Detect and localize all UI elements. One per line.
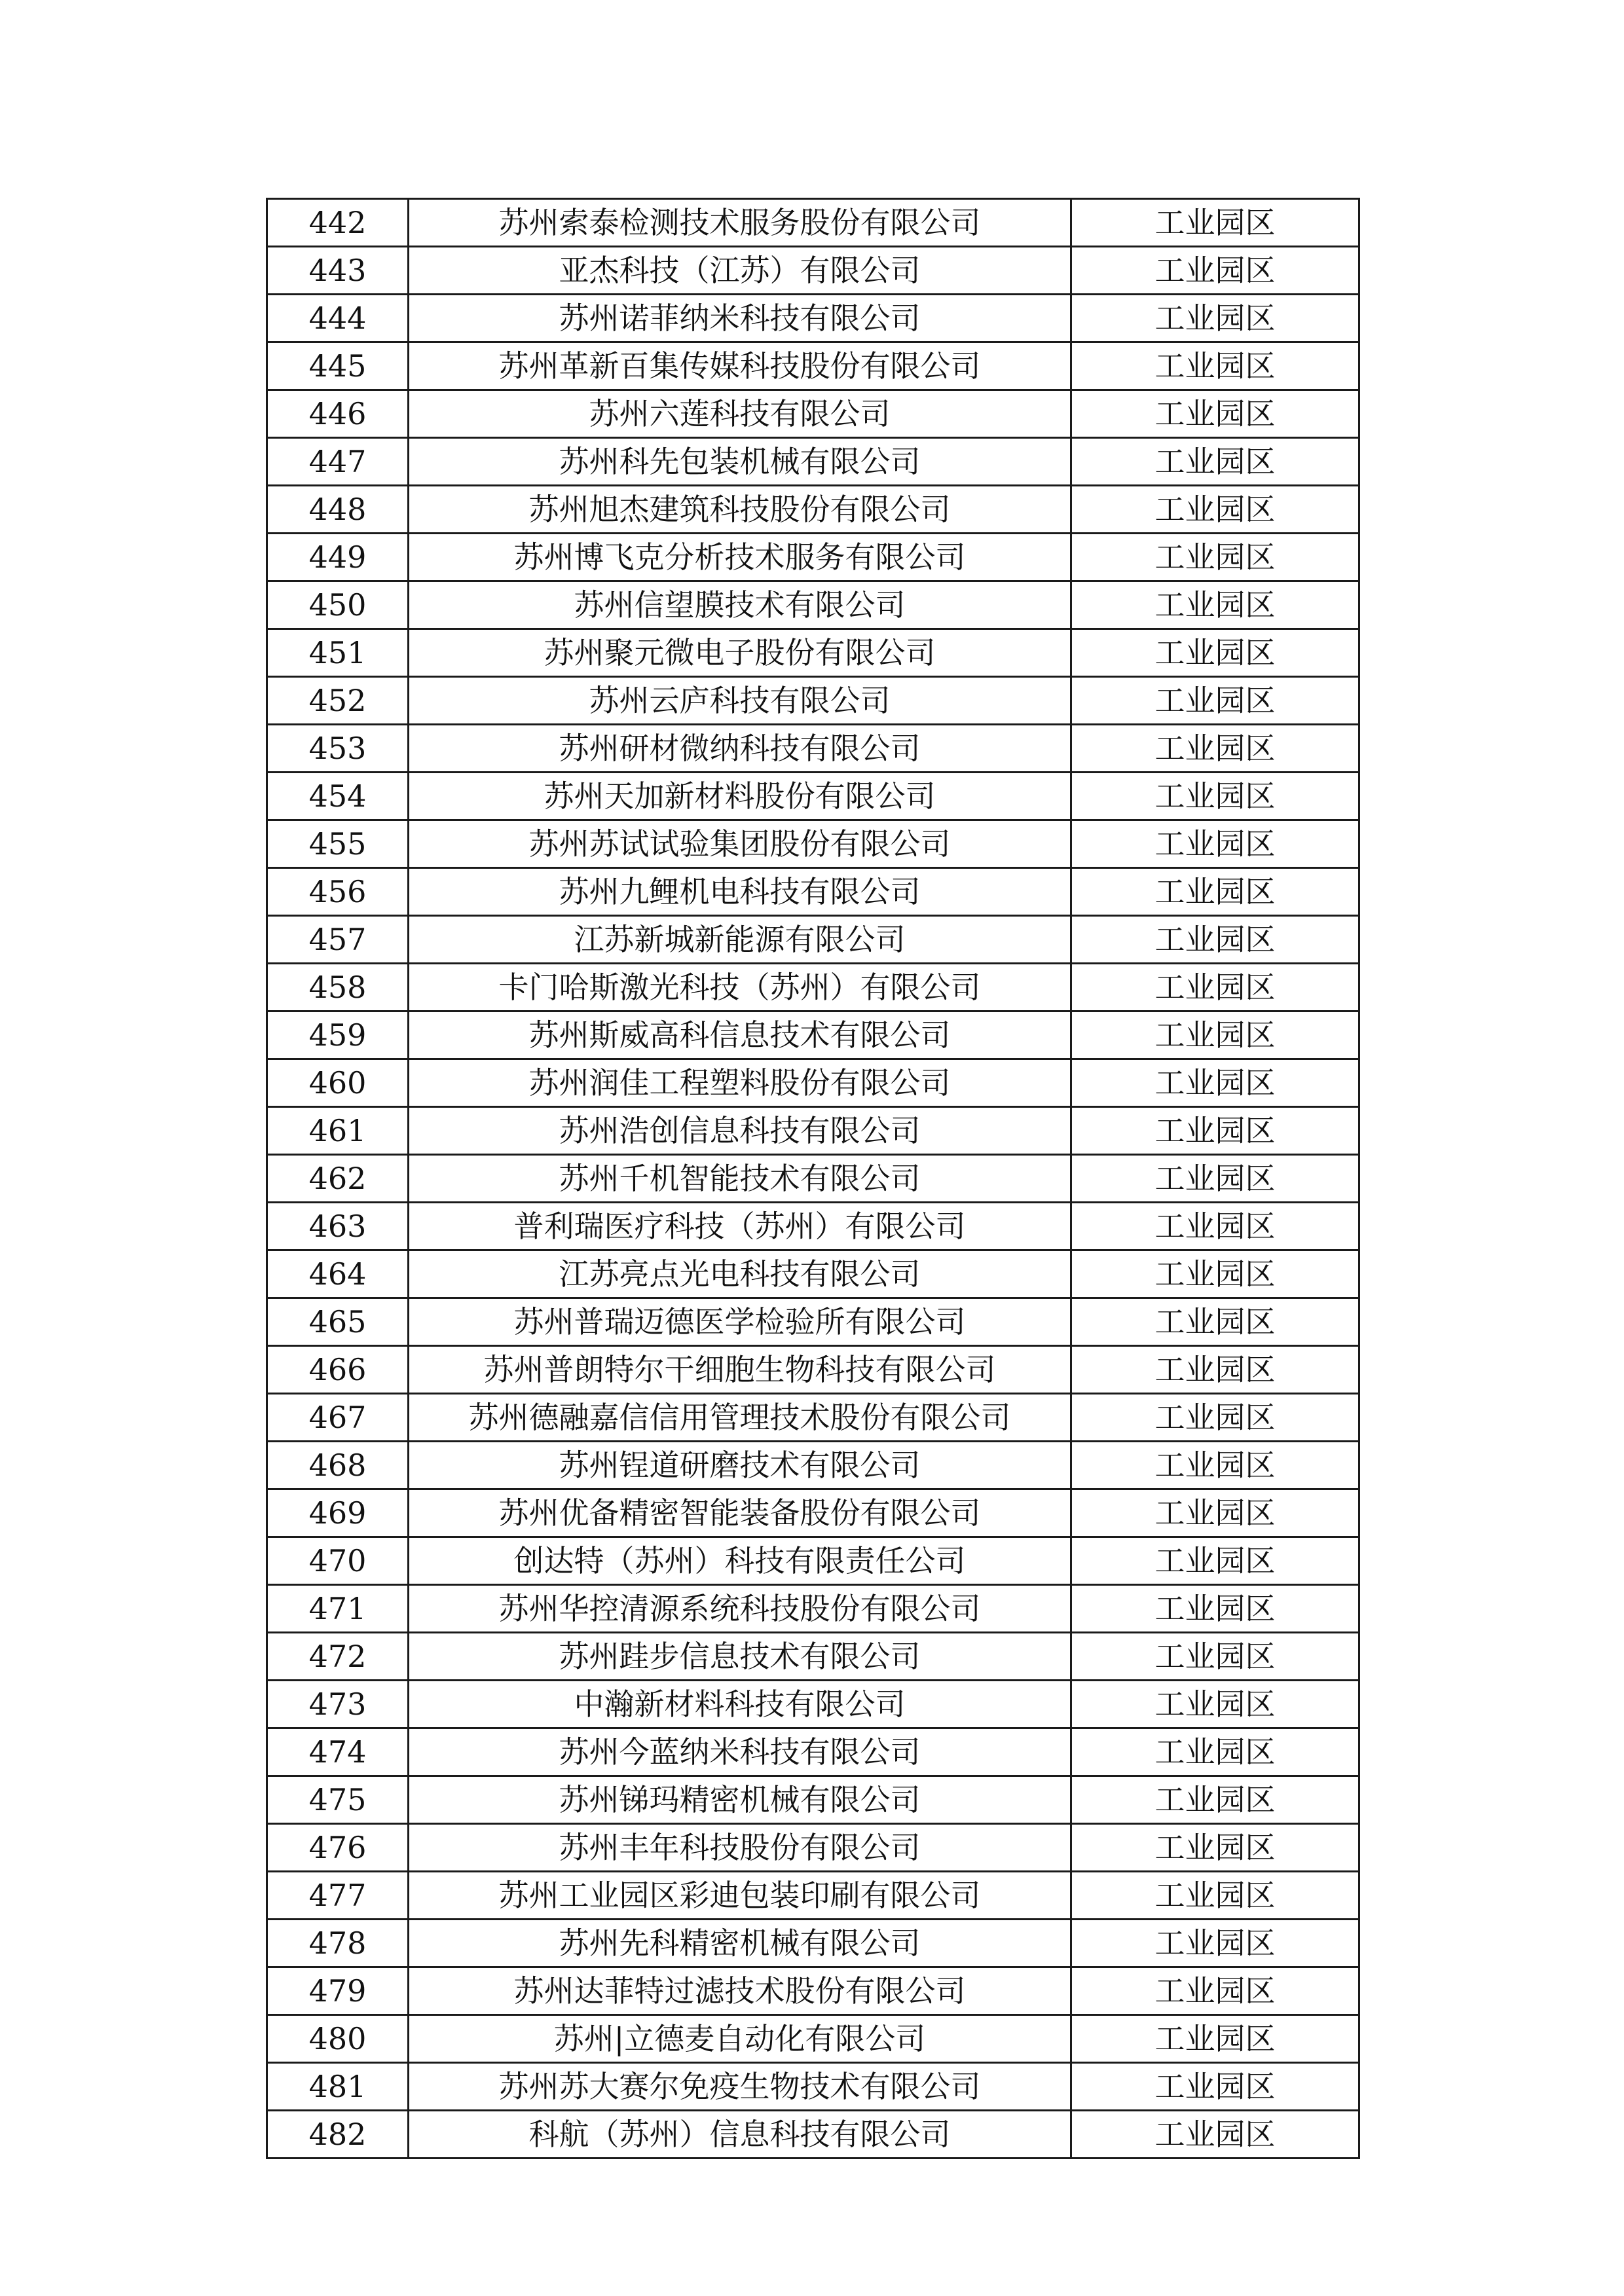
row-number: 474 bbox=[267, 1728, 409, 1776]
district-name: 工业园区 bbox=[1071, 1824, 1359, 1872]
row-number: 476 bbox=[267, 1824, 409, 1872]
district-name: 工业园区 bbox=[1071, 773, 1359, 820]
district-name: 工业园区 bbox=[1071, 725, 1359, 773]
company-name: 苏州斯威高科信息技术有限公司 bbox=[409, 1011, 1071, 1059]
row-number: 443 bbox=[267, 247, 409, 295]
company-name: 苏州浩创信息科技有限公司 bbox=[409, 1107, 1071, 1155]
row-number: 472 bbox=[267, 1633, 409, 1681]
district-name: 工业园区 bbox=[1071, 1394, 1359, 1442]
district-name: 工业园区 bbox=[1071, 2063, 1359, 2111]
row-number: 453 bbox=[267, 725, 409, 773]
table-row bbox=[267, 1824, 1359, 1872]
company-name: 苏州聚元微电子股份有限公司 bbox=[409, 629, 1071, 677]
company-name: 苏州九鲤机电科技有限公司 bbox=[409, 868, 1071, 916]
table-row bbox=[267, 1346, 1359, 1394]
table-row bbox=[267, 1298, 1359, 1346]
row-number: 470 bbox=[267, 1537, 409, 1585]
company-name: 苏州润佳工程塑料股份有限公司 bbox=[409, 1059, 1071, 1107]
row-number: 450 bbox=[267, 581, 409, 629]
district-name: 工业园区 bbox=[1071, 438, 1359, 486]
table-row bbox=[267, 2063, 1359, 2111]
table-row bbox=[267, 438, 1359, 486]
row-number: 448 bbox=[267, 486, 409, 534]
district-name: 工业园区 bbox=[1071, 1155, 1359, 1203]
table-row bbox=[267, 773, 1359, 820]
row-number: 468 bbox=[267, 1442, 409, 1489]
row-number: 481 bbox=[267, 2063, 409, 2111]
company-name: 苏州千机智能技术有限公司 bbox=[409, 1155, 1071, 1203]
row-number: 460 bbox=[267, 1059, 409, 1107]
company-name: 苏州锃道研磨技术有限公司 bbox=[409, 1442, 1071, 1489]
district-name: 工业园区 bbox=[1071, 581, 1359, 629]
district-name: 工业园区 bbox=[1071, 1250, 1359, 1298]
company-name: 卡门哈斯激光科技（苏州）有限公司 bbox=[409, 964, 1071, 1011]
district-name: 工业园区 bbox=[1071, 2111, 1359, 2159]
company-name: 苏州旭杰建筑科技股份有限公司 bbox=[409, 486, 1071, 534]
table-row bbox=[267, 1250, 1359, 1298]
row-number: 452 bbox=[267, 677, 409, 725]
company-name: 苏州天加新材料股份有限公司 bbox=[409, 773, 1071, 820]
row-number: 458 bbox=[267, 964, 409, 1011]
table-row bbox=[267, 1059, 1359, 1107]
company-name: 苏州诺菲纳米科技有限公司 bbox=[409, 295, 1071, 342]
company-name: 苏州索泰检测技术服务股份有限公司 bbox=[409, 199, 1071, 247]
table-row bbox=[267, 916, 1359, 964]
table-row bbox=[267, 295, 1359, 342]
row-number: 477 bbox=[267, 1872, 409, 1920]
district-name: 工业园区 bbox=[1071, 868, 1359, 916]
company-name: 苏州博飞克分析技术服务有限公司 bbox=[409, 534, 1071, 581]
company-name: 苏州六莲科技有限公司 bbox=[409, 390, 1071, 438]
district-name: 工业园区 bbox=[1071, 390, 1359, 438]
table-row bbox=[267, 1107, 1359, 1155]
table-row bbox=[267, 1967, 1359, 2015]
table-row bbox=[267, 390, 1359, 438]
company-name: 苏州今蓝纳米科技有限公司 bbox=[409, 1728, 1071, 1776]
row-number: 467 bbox=[267, 1394, 409, 1442]
company-name: 苏州跬步信息技术有限公司 bbox=[409, 1633, 1071, 1681]
company-name: 江苏新城新能源有限公司 bbox=[409, 916, 1071, 964]
district-name: 工业园区 bbox=[1071, 1537, 1359, 1585]
company-name: 苏州德融嘉信信用管理技术股份有限公司 bbox=[409, 1394, 1071, 1442]
table-row bbox=[267, 1872, 1359, 1920]
table-row bbox=[267, 964, 1359, 1011]
district-name: 工业园区 bbox=[1071, 1059, 1359, 1107]
row-number: 466 bbox=[267, 1346, 409, 1394]
table-row bbox=[267, 1728, 1359, 1776]
table-row bbox=[267, 1203, 1359, 1250]
district-name: 工业园区 bbox=[1071, 1872, 1359, 1920]
company-table bbox=[266, 198, 1360, 2159]
row-number: 449 bbox=[267, 534, 409, 581]
row-number: 446 bbox=[267, 390, 409, 438]
company-name: 苏州革新百集传媒科技股份有限公司 bbox=[409, 342, 1071, 390]
row-number: 463 bbox=[267, 1203, 409, 1250]
district-name: 工业园区 bbox=[1071, 964, 1359, 1011]
table-row bbox=[267, 581, 1359, 629]
company-name: 苏州先科精密机械有限公司 bbox=[409, 1920, 1071, 1967]
district-name: 工业园区 bbox=[1071, 1298, 1359, 1346]
company-name: 苏州研材微纳科技有限公司 bbox=[409, 725, 1071, 773]
company-name: 苏州苏试试验集团股份有限公司 bbox=[409, 820, 1071, 868]
district-name: 工业园区 bbox=[1071, 1920, 1359, 1967]
district-name: 工业园区 bbox=[1071, 1967, 1359, 2015]
row-number: 480 bbox=[267, 2015, 409, 2063]
district-name: 工业园区 bbox=[1071, 199, 1359, 247]
row-number: 475 bbox=[267, 1776, 409, 1824]
table-row bbox=[267, 1011, 1359, 1059]
district-name: 工业园区 bbox=[1071, 1776, 1359, 1824]
table-row bbox=[267, 820, 1359, 868]
district-name: 工业园区 bbox=[1071, 1728, 1359, 1776]
company-name: 苏州苏大赛尔免疫生物技术有限公司 bbox=[409, 2063, 1071, 2111]
table-row bbox=[267, 1920, 1359, 1967]
company-name: 苏州普朗特尔干细胞生物科技有限公司 bbox=[409, 1346, 1071, 1394]
row-number: 462 bbox=[267, 1155, 409, 1203]
company-name: 苏州华控清源系统科技股份有限公司 bbox=[409, 1585, 1071, 1633]
table-row bbox=[267, 199, 1359, 247]
district-name: 工业园区 bbox=[1071, 295, 1359, 342]
table-row bbox=[267, 1155, 1359, 1203]
district-name: 工业园区 bbox=[1071, 534, 1359, 581]
district-name: 工业园区 bbox=[1071, 1346, 1359, 1394]
company-name: 亚杰科技（江苏）有限公司 bbox=[409, 247, 1071, 295]
row-number: 451 bbox=[267, 629, 409, 677]
row-number: 447 bbox=[267, 438, 409, 486]
row-number: 482 bbox=[267, 2111, 409, 2159]
district-name: 工业园区 bbox=[1071, 916, 1359, 964]
company-name: 普利瑞医疗科技（苏州）有限公司 bbox=[409, 1203, 1071, 1250]
company-name: 苏州丰年科技股份有限公司 bbox=[409, 1824, 1071, 1872]
company-name: 苏州科先包装机械有限公司 bbox=[409, 438, 1071, 486]
row-number: 469 bbox=[267, 1489, 409, 1537]
row-number: 478 bbox=[267, 1920, 409, 1967]
district-name: 工业园区 bbox=[1071, 1107, 1359, 1155]
table-row bbox=[267, 629, 1359, 677]
table-row bbox=[267, 2111, 1359, 2159]
company-name: 苏州普瑞迈德医学检验所有限公司 bbox=[409, 1298, 1071, 1346]
row-number: 471 bbox=[267, 1585, 409, 1633]
company-table-body bbox=[267, 199, 1359, 2159]
row-number: 459 bbox=[267, 1011, 409, 1059]
company-name: 苏州优备精密智能装备股份有限公司 bbox=[409, 1489, 1071, 1537]
row-number: 461 bbox=[267, 1107, 409, 1155]
table-row bbox=[267, 342, 1359, 390]
row-number: 457 bbox=[267, 916, 409, 964]
district-name: 工业园区 bbox=[1071, 342, 1359, 390]
row-number: 464 bbox=[267, 1250, 409, 1298]
district-name: 工业园区 bbox=[1071, 820, 1359, 868]
table-row bbox=[267, 1537, 1359, 1585]
table-row bbox=[267, 1633, 1359, 1681]
table-row bbox=[267, 1776, 1359, 1824]
row-number: 455 bbox=[267, 820, 409, 868]
row-number: 456 bbox=[267, 868, 409, 916]
company-name: 中瀚新材料科技有限公司 bbox=[409, 1681, 1071, 1728]
table-row bbox=[267, 1681, 1359, 1728]
district-name: 工业园区 bbox=[1071, 247, 1359, 295]
district-name: 工业园区 bbox=[1071, 1633, 1359, 1681]
row-number: 454 bbox=[267, 773, 409, 820]
district-name: 工业园区 bbox=[1071, 486, 1359, 534]
table-row bbox=[267, 868, 1359, 916]
district-name: 工业园区 bbox=[1071, 629, 1359, 677]
table-row bbox=[267, 1442, 1359, 1489]
table-row bbox=[267, 486, 1359, 534]
table-row bbox=[267, 1394, 1359, 1442]
row-number: 445 bbox=[267, 342, 409, 390]
table-row bbox=[267, 1585, 1359, 1633]
district-name: 工业园区 bbox=[1071, 1442, 1359, 1489]
district-name: 工业园区 bbox=[1071, 1489, 1359, 1537]
company-name: 苏州达菲特过滤技术股份有限公司 bbox=[409, 1967, 1071, 2015]
table-row bbox=[267, 677, 1359, 725]
row-number: 479 bbox=[267, 1967, 409, 2015]
table-row bbox=[267, 725, 1359, 773]
table-row bbox=[267, 247, 1359, 295]
district-name: 工业园区 bbox=[1071, 1203, 1359, 1250]
district-name: 工业园区 bbox=[1071, 1681, 1359, 1728]
district-name: 工业园区 bbox=[1071, 1585, 1359, 1633]
row-number: 473 bbox=[267, 1681, 409, 1728]
district-name: 工业园区 bbox=[1071, 677, 1359, 725]
table-row bbox=[267, 1489, 1359, 1537]
company-name: 苏州工业园区彩迪包装印刷有限公司 bbox=[409, 1872, 1071, 1920]
district-name: 工业园区 bbox=[1071, 1011, 1359, 1059]
company-name: 创达特（苏州）科技有限责任公司 bbox=[409, 1537, 1071, 1585]
company-name: 苏州信望膜技术有限公司 bbox=[409, 581, 1071, 629]
company-name: 苏州|立德麦自动化有限公司 bbox=[409, 2015, 1071, 2063]
table-row bbox=[267, 534, 1359, 581]
company-name: 江苏亮点光电科技有限公司 bbox=[409, 1250, 1071, 1298]
district-name: 工业园区 bbox=[1071, 2015, 1359, 2063]
row-number: 465 bbox=[267, 1298, 409, 1346]
table-row bbox=[267, 2015, 1359, 2063]
company-name: 苏州云庐科技有限公司 bbox=[409, 677, 1071, 725]
company-name: 苏州锑玛精密机械有限公司 bbox=[409, 1776, 1071, 1824]
row-number: 442 bbox=[267, 199, 409, 247]
row-number: 444 bbox=[267, 295, 409, 342]
company-name: 科航（苏州）信息科技有限公司 bbox=[409, 2111, 1071, 2159]
